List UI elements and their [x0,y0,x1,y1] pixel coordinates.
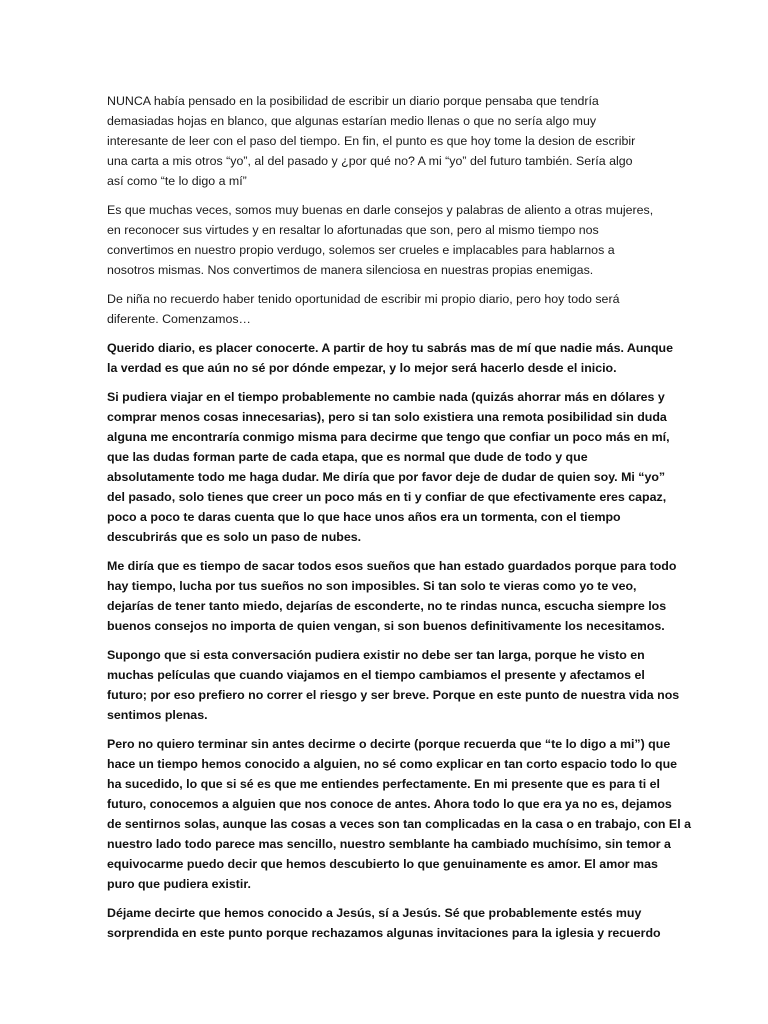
text-line: poco a poco te daras cuenta que lo que hace unos años era un tormenta, con el tiempo [107,510,621,524]
paragraph-8 [107,734,691,894]
text-line: hay tiempo, lucha por tus sueños no son imposibles. Si tan solo te vieras como yo te veo, [107,579,637,593]
text-line: ha sucedido, lo que si sé es que me entiendes perfectamente. En mi presente que es para ti el [107,777,660,791]
text-line: Es que muchas veces, somos muy buenas en darle consejos y palabras de aliento a otras mujeres, [107,203,654,217]
text-line: interesante de leer con el paso del tiempo. En fin, el punto es que hoy tome la desion de escribir [107,134,636,148]
text-line: De niña no recuerdo haber tenido oportunidad de escribir mi propio diario, pero hoy todo será [107,292,620,306]
document-body [107,91,691,952]
text-line: Si pudiera viajar en el tiempo probablemente no cambie nada (quizás ahorrar más en dólares y [107,390,665,404]
text-line: nuestro lado todo parece mas sencillo, nuestro semblante ha cambiado muchísimo, sin temor a [107,837,671,851]
text-line: convertimos en nuestro propio verdugo, solemos ser crueles e implacables para hablarnos a [107,243,615,257]
text-line: demasiadas hojas en blanco, que algunas estarían medio llenas o que no sería algo muy [107,114,597,128]
text-line: sorprendida en este punto porque rechazamos algunas invitaciones para la iglesia y recuerdo [107,926,661,940]
text-line: de sentirnos solas, aunque las cosas a veces son tan complicadas en la casa o en trabajo, con El a [107,817,691,831]
text-line: así como “te lo digo a mí” [107,174,247,188]
text-line: Déjame decirte que hemos conocido a Jesús, sí a Jesús. Sé que probablemente estés muy [107,906,642,920]
text-line: dejarías de tener tanto miedo, dejarías de esconderte, no te rindas nunca, escucha siempre los [107,599,667,613]
text-line: alguna me encontraría conmigo misma para decirme que tengo que confiar un poco más en mí, [107,430,670,444]
paragraph-3 [107,289,663,329]
text-line: Pero no quiero terminar sin antes decirme o decirte (porque recuerda que “te lo digo a mi”) que [107,737,671,751]
text-line: muchas películas que cuando viajamos en el tiempo cambiamos el presente y afectamos el [107,668,645,682]
text-line: que las dudas forman parte de cada etapa, que es normal que dude de todo y que [107,450,588,464]
text-line: Supongo que si esta conversación pudiera existir no debe ser tan larga, porque he visto en [107,648,645,662]
paragraph-4 [107,338,673,378]
text-line: absolutamente todo me haga dudar. Me diría que por favor deje de dudar de quien soy. Mi “yo” [107,470,666,484]
text-line: una carta a mis otros “yo”, al del pasado y ¿por qué no? A mi “yo” del futuro también. Sería algo [107,154,633,168]
text-line: equivocarme puedo decir que hemos descubierto lo que genuinamente es amor. El amor mas [107,857,658,871]
text-line: del pasado, solo tienes que creer un poco más en ti y confiar de que efectivamente eres capaz, [107,490,667,504]
text-line: comprar menos cosas innecesarias), pero si tan solo existiera una remota posibilidad sin duda [107,410,667,424]
text-line: en reconocer sus virtudes y en resaltar lo afortunadas que son, pero al mismo tiempo nos [107,223,599,237]
text-line: Querido diario, es placer conocerte. A partir de hoy tu sabrás mas de mí que nadie más. Aunque [107,341,673,355]
paragraph-7 [107,645,680,725]
text-line: buenos consejos no importa de quien vengan, si son buenos definitivamente los necesitamos. [107,619,665,633]
text-line: Me diría que es tiempo de sacar todos esos sueños que han estado guardados porque para todo [107,559,677,573]
text-line: futuro; por eso prefiero no correr el riesgo y ser breve. Porque en este punto de nuestra vida nos [107,688,680,702]
text-line: la verdad es que aún no sé por dónde empezar, y lo mejor será hacerlo desde el inicio. [107,361,617,375]
text-line: puro que pudiera existir. [107,877,251,891]
text-line: nosotros mismas. Nos convertimos de manera silenciosa en nuestras propias enemigas. [107,263,594,277]
text-line: descubrirás que es solo un paso de nubes. [107,530,362,544]
text-line: diferente. Comenzamos… [107,312,251,326]
text-line: hace un tiempo hemos conocido a alguien, no sé como explicar en tan corto espacio todo lo que [107,757,678,771]
paragraph-5 [107,387,670,547]
paragraph-6 [107,556,677,636]
paragraph-9 [107,903,663,943]
paragraph-1 [107,91,663,191]
text-line: NUNCA había pensado en la posibilidad de escribir un diario porque pensaba que tendría [107,94,599,108]
text-line: sentimos plenas. [107,708,208,722]
text-line: futuro, conocemos a alguien que nos conoce de antes. Ahora todo lo que era ya no es, dejamos [107,797,672,811]
paragraph-2 [107,200,663,280]
